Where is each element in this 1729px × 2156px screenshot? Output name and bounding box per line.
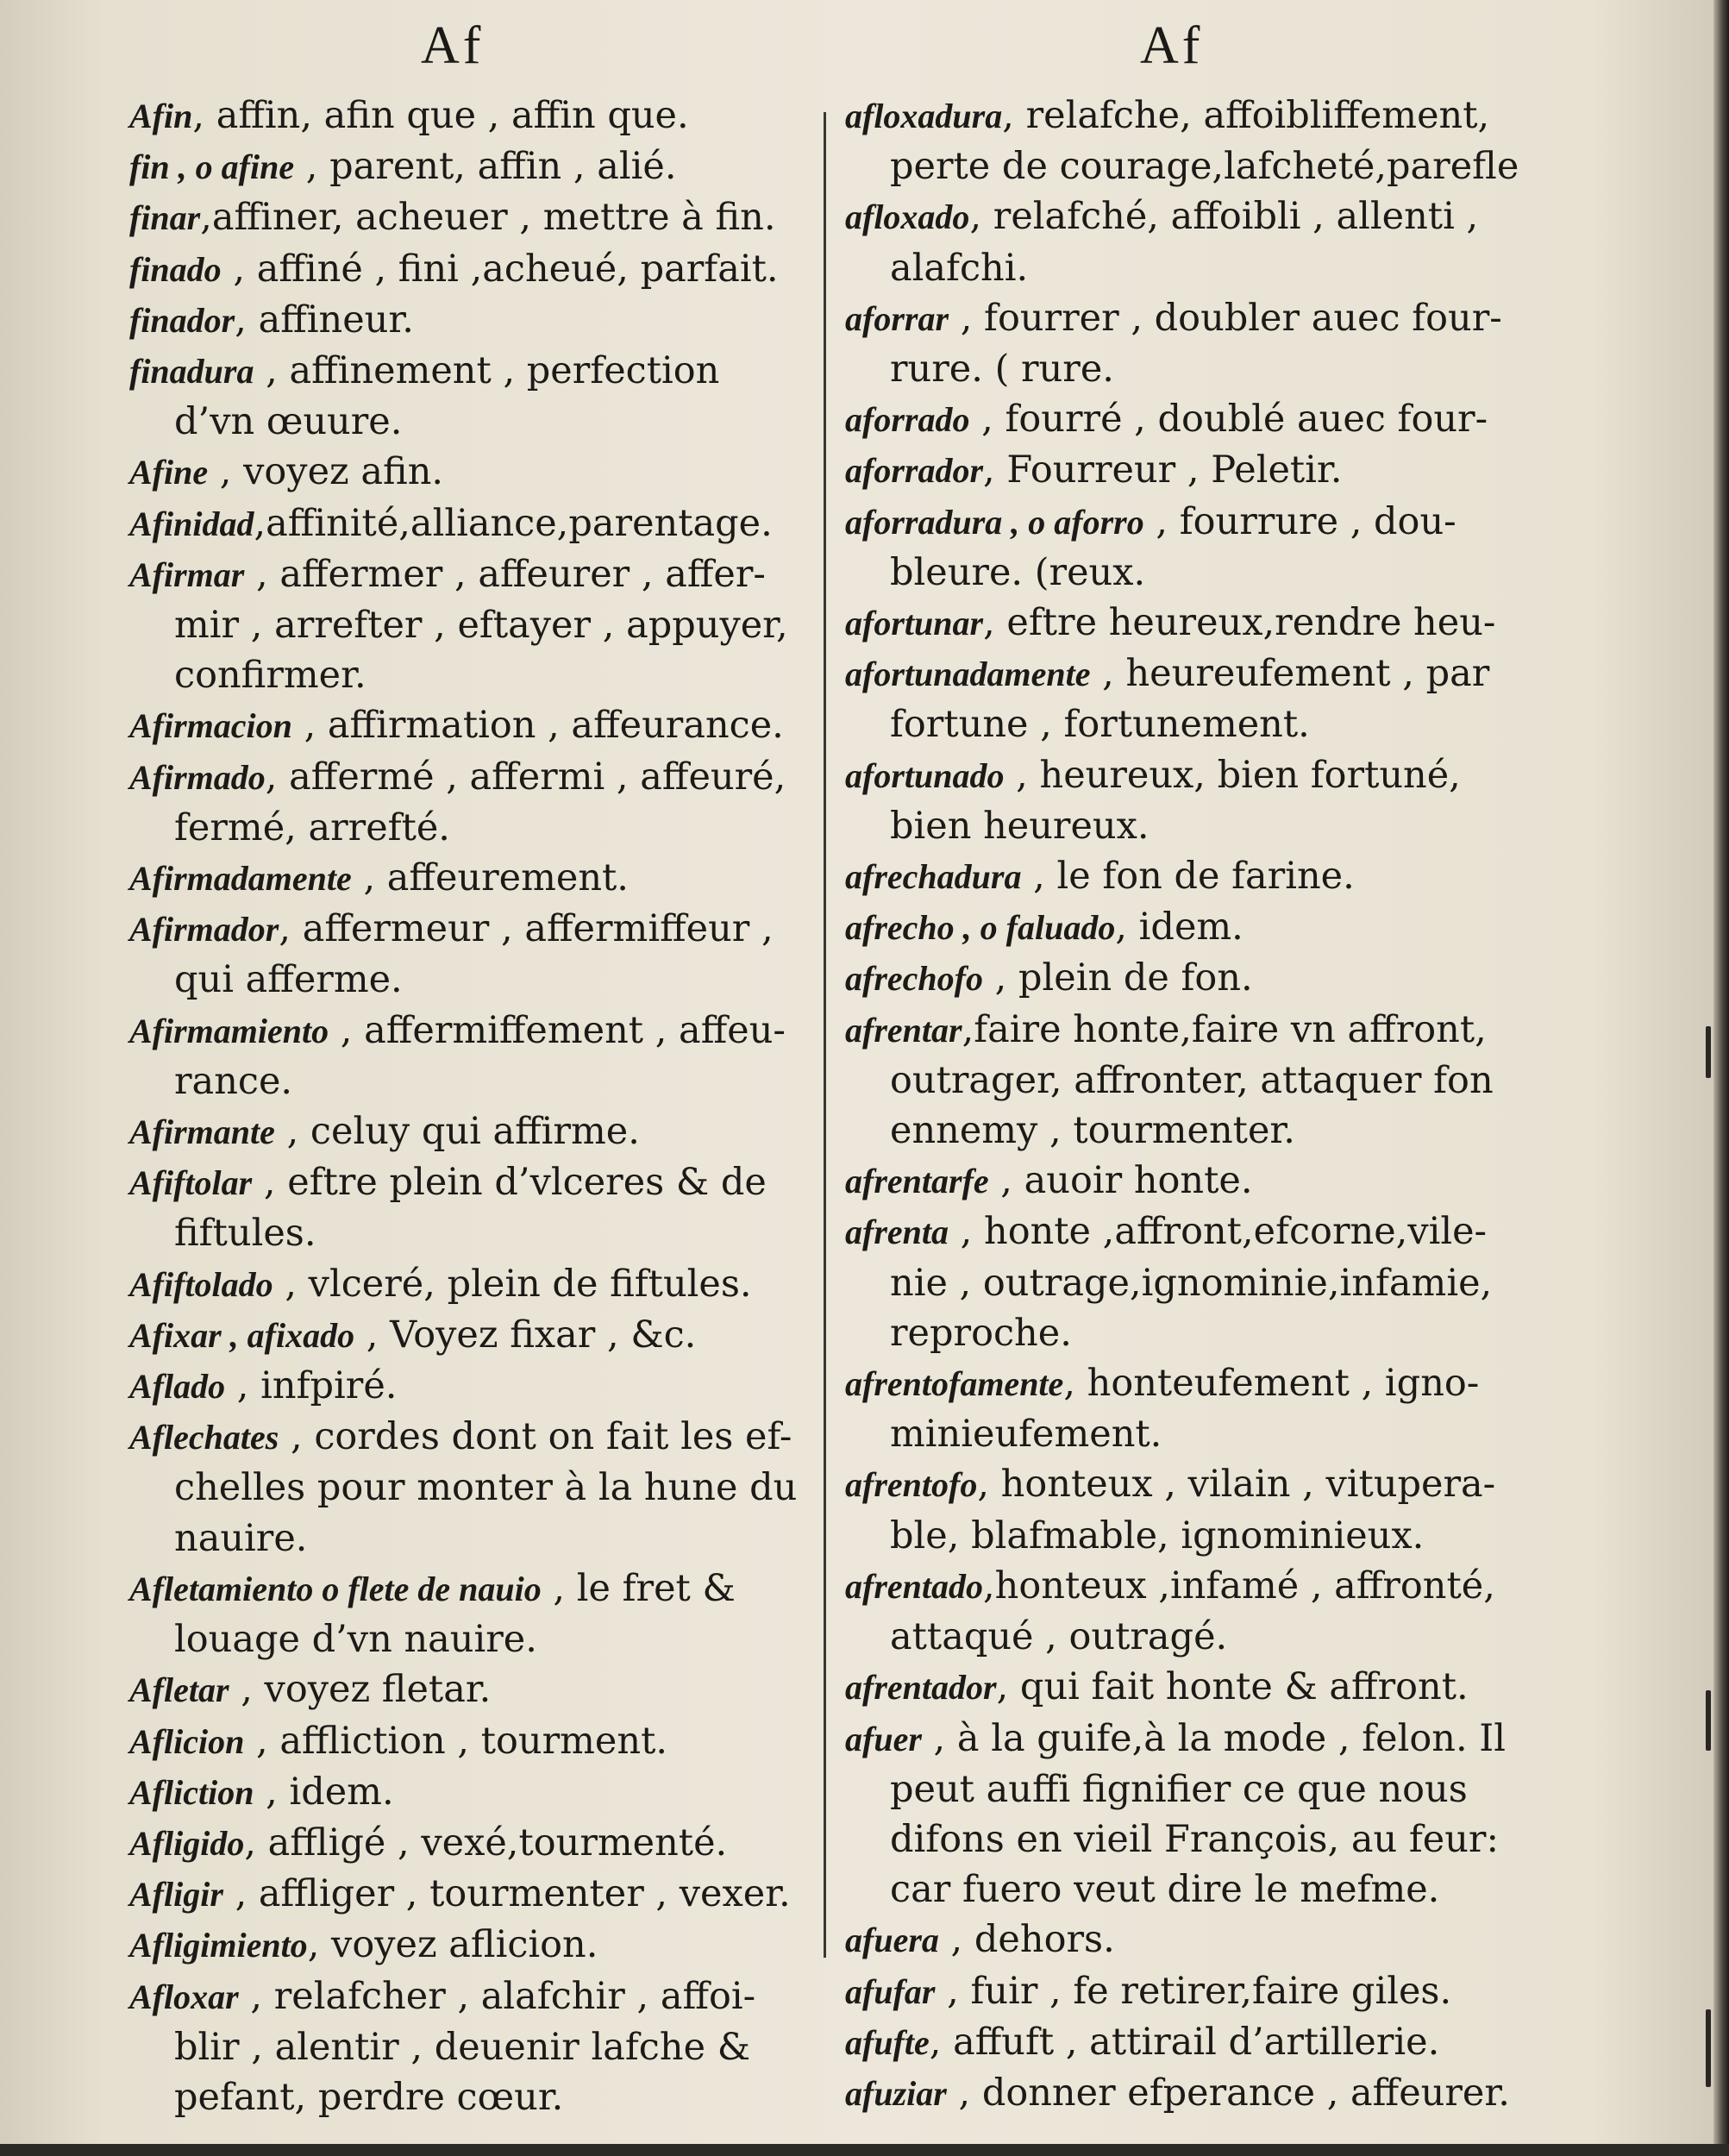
entry-definition: , affirmation , affeurance. xyxy=(291,704,784,748)
dictionary-entry xyxy=(845,445,1535,496)
dictionary-entry xyxy=(129,1106,811,1157)
dictionary-entry xyxy=(129,1869,811,1920)
entry-definition: , honteux , vilain , vitupera- ble, blafmable, ignominieux. xyxy=(890,1463,1496,1557)
entry-headword: finado xyxy=(129,249,222,289)
entry-headword: Afiftolar xyxy=(129,1163,253,1203)
dictionary-entry xyxy=(845,293,1535,394)
dictionary-entry xyxy=(129,498,811,549)
entry-definition: ,faire honte,faire vn affront, outrager, affronter, attaquer fon ennemy , tourmenter. xyxy=(890,1007,1494,1153)
entry-definition: , Fourreur , Peletir. xyxy=(983,448,1343,492)
entry-headword: Afirmado xyxy=(129,757,266,797)
dictionary-entry xyxy=(845,851,1535,902)
dictionary-entry xyxy=(845,2017,1535,2068)
entry-headword: aforrador xyxy=(845,451,984,491)
dictionary-entry xyxy=(845,1966,1535,2017)
right-column xyxy=(845,91,1535,2119)
running-header-left: Af xyxy=(421,16,485,75)
dictionary-entry xyxy=(845,91,1535,191)
entry-headword: afrechadura xyxy=(845,857,1022,897)
entry-definition: , infpiré. xyxy=(225,1364,398,1408)
dictionary-entry xyxy=(129,1664,811,1715)
dictionary-entry xyxy=(129,192,811,243)
page-edge-shadow xyxy=(1713,0,1729,2156)
entry-definition: , dehors. xyxy=(938,1918,1115,1962)
entry-definition: , affermé , affermi , affeuré, fermé, arrefté. xyxy=(174,755,786,849)
entry-definition: , voyez fletar. xyxy=(229,1668,492,1712)
dictionary-entry xyxy=(845,1561,1535,1662)
dictionary-entry xyxy=(129,1157,811,1258)
entry-headword: Afletamiento o flete de nauio xyxy=(129,1569,542,1608)
entry-headword: Aflado xyxy=(129,1367,226,1407)
entry-definition: , heureux, bien fortuné, bien heureux. xyxy=(890,753,1461,848)
entry-definition: , parent, affin , alié. xyxy=(294,145,677,189)
entry-headword: afrentofo xyxy=(845,1465,978,1505)
entry-definition: , voyez aflicion. xyxy=(307,1923,598,1967)
entry-definition: , fuir , fe retirer,faire giles. xyxy=(935,1969,1452,2013)
ink-mark xyxy=(1706,2009,1711,2087)
entry-headword: finar xyxy=(129,198,201,238)
entry-definition: , honte ,affront,efcorne,vile- nie , outrage,ignominie,infamie, reproche. xyxy=(890,1210,1493,1355)
entry-headword: Afine xyxy=(129,453,209,492)
entry-definition: ,affinité,alliance,parentage. xyxy=(254,501,773,545)
dictionary-entry xyxy=(845,1714,1535,1915)
entry-headword: Afletar xyxy=(129,1670,229,1710)
entry-definition: , qui fait honte & affront. xyxy=(996,1665,1469,1709)
entry-headword: Afirmante xyxy=(129,1112,275,1152)
dictionary-entry xyxy=(845,394,1535,445)
entry-headword: afrentofamente xyxy=(845,1364,1064,1404)
entry-definition: , eftre heureux,rendre heu- xyxy=(983,601,1496,645)
dictionary-entry xyxy=(129,1259,811,1310)
entry-definition: , auoir honte. xyxy=(988,1159,1253,1203)
dictionary-entry xyxy=(845,497,1535,598)
dictionary-entry xyxy=(129,1716,811,1767)
dictionary-entry xyxy=(129,853,811,904)
dictionary-entry xyxy=(845,1358,1535,1459)
entry-definition: , donner efperance , affeurer. xyxy=(946,2071,1510,2115)
dictionary-entry xyxy=(129,904,811,1005)
dictionary-entry xyxy=(129,244,811,295)
entry-headword: Afligimiento xyxy=(129,1926,308,1965)
entry-definition: , cordes dont on fait les ef- chelles pour monter à la hune du nauire. xyxy=(174,1415,798,1560)
dictionary-entry xyxy=(845,1156,1535,1206)
entry-definition: , plein de fon. xyxy=(982,956,1253,1000)
entry-headword: afuziar xyxy=(845,2073,947,2113)
dictionary-entry xyxy=(129,549,811,701)
running-header-right: Af xyxy=(1140,16,1204,75)
dictionary-entry xyxy=(845,598,1535,649)
dictionary-entry xyxy=(129,346,811,447)
left-column xyxy=(129,91,811,2122)
entry-definition: , heureufement , par fortune , fortunement. xyxy=(890,652,1490,747)
entry-headword: Afirmadamente xyxy=(129,859,352,899)
dictionary-entry xyxy=(845,1662,1535,1713)
dictionary-entry xyxy=(845,1459,1535,1560)
entry-definition: , affeurement. xyxy=(351,856,629,900)
entry-headword: finador xyxy=(129,300,235,340)
page-bottom-edge xyxy=(0,2144,1729,2156)
entry-definition: , fourré , doublé auec four- xyxy=(969,398,1488,442)
entry-definition: , affliction , tourment. xyxy=(244,1719,668,1763)
entry-definition: , affinement , perfection d’vn œuure. xyxy=(174,349,720,444)
entry-headword: Afixar , afixado xyxy=(129,1315,355,1355)
dictionary-entry xyxy=(129,1767,811,1818)
entry-headword: aforradura , o aforro xyxy=(845,502,1144,542)
dictionary-entry xyxy=(845,1206,1535,1358)
entry-definition: , affligé , vexé,tourmenté. xyxy=(244,1821,728,1865)
entry-headword: Afirmacion xyxy=(129,706,292,746)
dictionary-entry xyxy=(129,295,811,346)
dictionary-entry xyxy=(129,141,811,192)
dictionary-entry xyxy=(129,1818,811,1869)
entry-definition: , affuft , attirail d’artillerie. xyxy=(929,2020,1440,2064)
dictionary-entry xyxy=(845,1005,1535,1156)
entry-headword: afuer xyxy=(845,1719,922,1758)
ink-mark xyxy=(1706,1026,1711,1078)
entry-definition: , fourrer , doubler auec four- rure. ( rure. xyxy=(890,296,1502,392)
ink-mark xyxy=(1706,1690,1711,1751)
dictionary-entry xyxy=(845,649,1535,749)
entry-headword: fin , o afine xyxy=(129,147,295,187)
entry-headword: afortunado xyxy=(845,755,1005,795)
entry-definition: , le fon de farine. xyxy=(1021,855,1355,899)
entry-headword: Afinidad xyxy=(129,504,254,543)
dictionary-entry xyxy=(129,1006,811,1106)
dictionary-entry xyxy=(129,1564,811,1664)
entry-definition: , le fret & louage d’vn nauire. xyxy=(174,1566,736,1662)
entry-headword: afloxado xyxy=(845,197,970,237)
entry-definition: , relafche, affoibliffement, perte de courage,lafcheté,parefle xyxy=(890,94,1519,189)
entry-headword: afloxadura xyxy=(845,97,1003,135)
entry-headword: afrentar xyxy=(845,1010,962,1050)
entry-headword: afufar xyxy=(845,1971,936,2011)
entry-headword: Aflicion xyxy=(129,1721,245,1761)
entry-definition: , eftre plein d’vlceres & de fiftules. xyxy=(174,1161,767,1256)
entry-definition: , affermeur , affermiffeur , qui afferme. xyxy=(174,907,774,1002)
entry-definition: , vlceré, plein de fiftules. xyxy=(273,1262,752,1306)
entry-definition: , affiné , fini ,acheué, parfait. xyxy=(221,247,779,291)
entry-headword: Afirmador xyxy=(129,910,279,950)
entry-definition: , relafcher , alafchir , affoi- blir , alentir , deuenir lafche & pefant, perdre cœur. xyxy=(174,1974,756,2119)
entry-headword: afrentador xyxy=(845,1668,997,1708)
entry-definition: ,honteux ,infamé , affronté, attaqué , outragé. xyxy=(890,1564,1495,1659)
entry-headword: Afliction xyxy=(129,1772,254,1812)
entry-definition: , Voyez fixar , &c. xyxy=(354,1313,697,1357)
entry-definition: , idem. xyxy=(1115,906,1244,950)
entry-headword: Afirmar xyxy=(129,555,245,594)
entry-headword: Afloxar xyxy=(129,1977,239,2016)
entry-definition: , celuy qui affirme. xyxy=(274,1110,640,1154)
entry-definition: , affin, afin que , affin que. xyxy=(192,94,689,137)
entry-headword: Afiftolado xyxy=(129,1264,273,1304)
dictionary-entry xyxy=(129,700,811,751)
entry-definition: , affineur. xyxy=(235,298,414,342)
entry-definition: , à la guife,à la mode , felon. Il peut auffi fignifier ce que nous difons en vieil François, au feur: car fuero veut dire le mefme. xyxy=(890,1716,1507,1912)
entry-headword: Afligido xyxy=(129,1823,245,1863)
dictionary-entry xyxy=(845,1915,1535,1965)
dictionary-entry xyxy=(129,752,811,853)
entry-headword: afortunar xyxy=(845,604,984,643)
entry-definition: , voyez afin. xyxy=(208,450,444,494)
entry-headword: afrechofo xyxy=(845,959,983,999)
entry-headword: afufte xyxy=(845,2022,930,2062)
entry-headword: afrentarfe xyxy=(845,1162,989,1201)
dictionary-entry xyxy=(129,1310,811,1361)
entry-definition: , affermiffement , affeu- rance. xyxy=(174,1008,786,1103)
entry-definition: , fourrure , dou- bleure. (reux. xyxy=(890,499,1456,594)
entry-headword: afrentado xyxy=(845,1566,983,1606)
entry-definition: , affermer , affeurer , affer- mir , arrefter , eftayer , appuyer, confirmer. xyxy=(174,552,788,698)
dictionary-entry xyxy=(129,1361,811,1412)
dictionary-entry xyxy=(129,91,811,141)
dictionary-entry xyxy=(845,750,1535,851)
dictionary-entry xyxy=(845,953,1535,1004)
entry-headword: Aflechates xyxy=(129,1418,279,1457)
entry-headword: afortunadamente xyxy=(845,655,1091,694)
entry-headword: aforrar xyxy=(845,298,949,338)
dictionary-entry xyxy=(129,447,811,498)
dictionary-entry xyxy=(845,191,1535,292)
entry-headword: afrecho , o faluado xyxy=(845,908,1116,948)
dictionary-entry xyxy=(845,902,1535,953)
dictionary-entry xyxy=(129,1971,811,2123)
entry-headword: Afirmamiento xyxy=(129,1011,329,1050)
entry-definition: ,affiner, acheuer , mettre à fin. xyxy=(200,196,776,240)
dictionary-entry xyxy=(845,2068,1535,2119)
entry-headword: Afligir xyxy=(129,1875,223,1915)
entry-headword: finadura xyxy=(129,352,254,392)
entry-headword: afrenta xyxy=(845,1213,949,1252)
entry-headword: Afin xyxy=(129,97,193,135)
column-divider xyxy=(824,112,826,1958)
entry-headword: aforrado xyxy=(845,400,970,440)
dictionary-entry xyxy=(129,1920,811,1971)
entry-definition: , relafché, affoibli , allenti , alafchi. xyxy=(890,195,1479,290)
entry-definition: , affliger , tourmenter , vexer. xyxy=(222,1872,791,1916)
entry-definition: , idem. xyxy=(254,1770,394,1814)
dictionary-entry xyxy=(129,1412,811,1564)
entry-definition: , honteufement , igno- minieufement. xyxy=(890,1362,1480,1457)
entry-headword: afuera xyxy=(845,1921,939,1960)
